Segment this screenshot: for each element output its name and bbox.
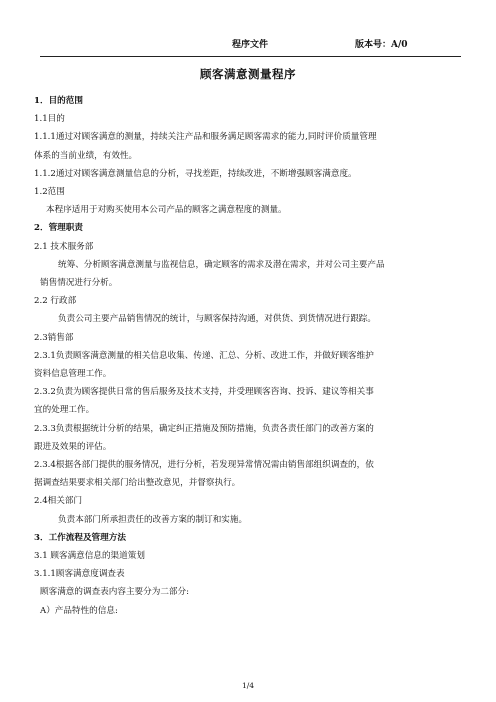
paragraph: 2.3.3负责根据统计分析的结果，确定纠正措施及预防措施，负责各责任部门的改善方案的 <box>34 423 374 434</box>
subsection-heading: 3.1.1顾客满意度调查表 <box>34 569 125 580</box>
subsection-heading: 2.2 行政部 <box>34 296 77 307</box>
paragraph: 宜的处理工作。 <box>34 405 95 416</box>
paragraph: 2.3.4根据各部门提供的服务情况，进行分析，若发现异常情况需由销售部组织调查的，依 <box>34 460 374 471</box>
subsection-heading: 2.1 技术服务部 <box>34 241 94 252</box>
paragraph: 据调查结果要求相关部门给出整改意见，并督察执行。 <box>34 478 241 489</box>
page-title: 顾客满意测量程序 <box>200 67 296 81</box>
paragraph: 跟进及效果的评估。 <box>34 441 112 452</box>
section-heading: 3．工作流程及管理方法 <box>34 532 126 543</box>
paragraph: 1.1.2通过对顾客满意测量信息的分析，寻找差距，持续改进，不断增强顾客满意度。 <box>34 168 357 179</box>
paragraph: 2.3.2负责为顾客提供日常的售后服务及技术支持，并受理顾客咨询、投诉、建议等相关事 <box>34 387 374 398</box>
section-heading: 1．目的范围 <box>34 96 83 106</box>
header-divider <box>40 56 461 57</box>
paragraph: 1.1.1通过对顾客满意的测量，持续关注产品和服务满足顾客需求的能力,同时评价质量管理 <box>34 132 377 143</box>
paragraph: 体系的当前业绩，有效性。 <box>34 150 138 161</box>
doc-type-label: 程序文件 <box>232 40 269 50</box>
paragraph: 2.3.1负责顾客满意测量的相关信息收集、传递、汇总、分析、改进工作，并做好顾客维护 <box>34 350 374 361</box>
paragraph: 顾客满意的调查表内容主要分为二部分: <box>40 587 189 598</box>
subsection-heading: 2.3销售部 <box>34 332 74 343</box>
page-number: 1/4 <box>241 681 255 690</box>
list-item: A）产品特性的信息: <box>40 605 118 616</box>
paragraph: 统筹、分析顾客满意测量与监视信息，确定顾客的需求及潜在需求，并对公司主要产品 <box>58 259 385 270</box>
page-header <box>0 37 496 51</box>
subsection-heading: 2.4相关部门 <box>34 496 83 507</box>
paragraph: 负责本部门所承担责任的改善方案的制订和实施。 <box>58 514 248 525</box>
paragraph: 负责公司主要产品销售情况的统计，与顾客保持沟通，对供货、到货情况进行跟踪。 <box>58 314 376 325</box>
paragraph: 本程序适用于对购买使用本公司产品的顾客之满意程度的测量。 <box>46 205 287 216</box>
section-heading: 2．管理职责 <box>34 223 83 234</box>
document-body <box>34 92 466 620</box>
subsection-heading: 3.1 顾客满意信息的渠道策划 <box>34 551 145 562</box>
subsection-heading: 1.1目的 <box>34 114 65 125</box>
version-label: 版本号：A/0 <box>355 40 408 50</box>
subsection-heading: 1.2范围 <box>34 187 65 198</box>
paragraph: 资料信息管理工作。 <box>34 369 112 380</box>
paragraph: 销售情况进行分析。 <box>40 278 118 289</box>
